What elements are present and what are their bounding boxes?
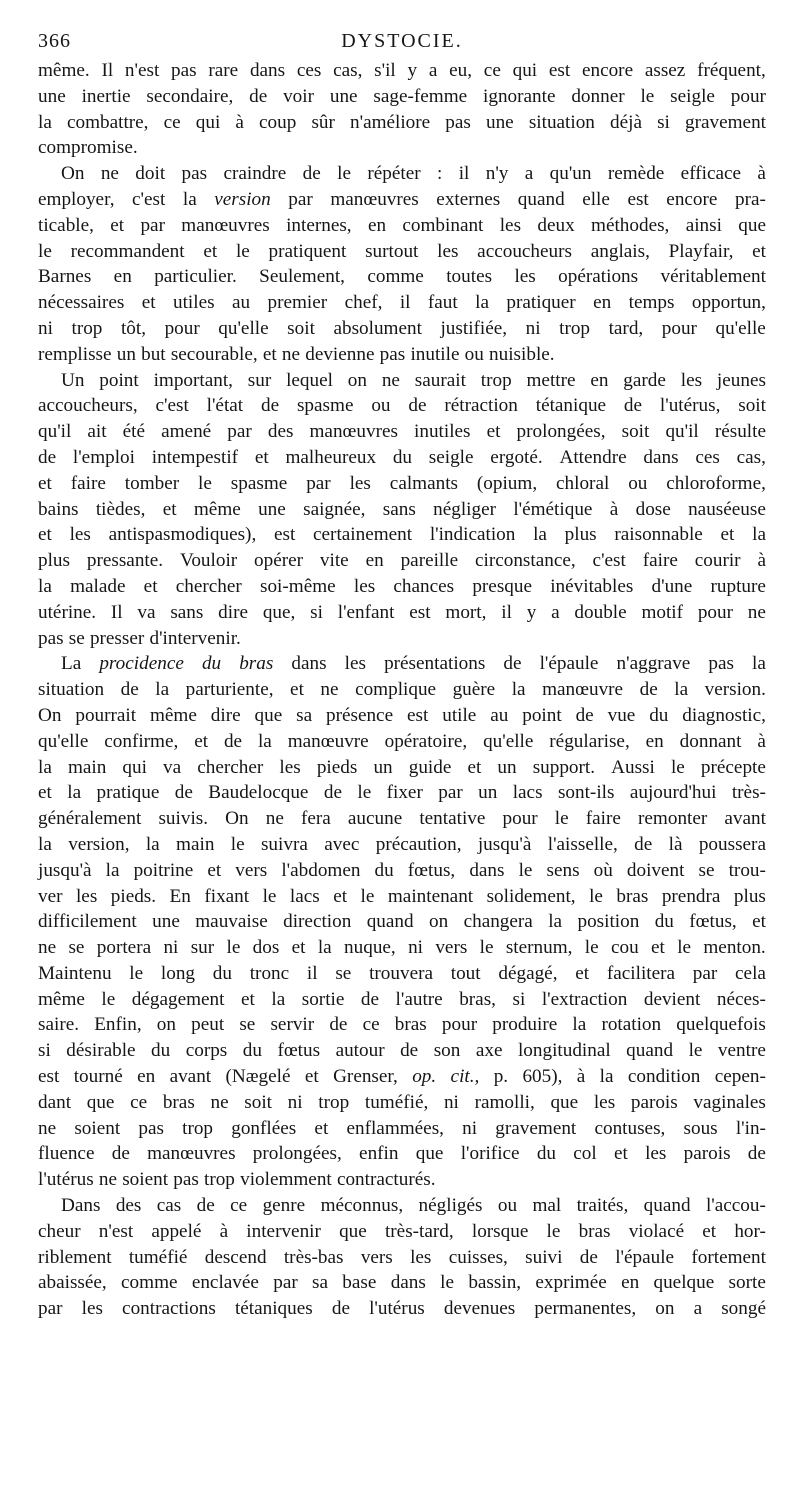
text-line: jusqu'à la poitrine et vers l'abdomen du fœtus, dans le sens où doivent se trou- (38, 859, 766, 881)
text-line: ver les pieds. En fixant le lacs et le maintenant solidement, le bras prendra plus (38, 885, 766, 907)
text-line: abaissée, comme enclavée par sa base dans le bassin, exprimée en quelque sorte (38, 1272, 766, 1294)
text-line: de l'emploi intempestif et malheureux du seigle ergoté. Attendre dans ces cas, (38, 446, 766, 468)
text-line: la version, la main le suivra avec précaution, jusqu'à l'aisselle, de là poussera (38, 833, 766, 855)
text-line: cheur n'est appelé à intervenir que très-tard, lorsque le bras violacé et hor- (38, 1220, 766, 1242)
text-line: même. Il n'est pas rare dans ces cas, s'il y a eu, ce qui est encore assez fréquent, (38, 60, 766, 81)
text-line: la malade et chercher soi-même les chances presque inévitables d'une rupture (38, 575, 766, 597)
book-page (38, 28, 766, 1322)
text-line: et la pratique de Baudelocque de le fixer par un lacs sont-ils aujourd'hui très- (38, 782, 766, 804)
text-line: dant que ce bras ne soit ni trop tuméfié, ni ramolli, que les parois vaginales (38, 1091, 766, 1113)
text-line: remplisse un but secourable, et ne devienne pas inutile ou nuisible. (38, 343, 555, 365)
text-line: ticable, et par manœuvres internes, en combinant les deux méthodes, ainsi que (38, 214, 766, 236)
running-title: DYSTOCIE. (341, 30, 463, 52)
text-line: plus pressante. Vouloir opérer vite en pareille circonstance, c'est faire courir à (38, 550, 766, 572)
text-line: riblement tuméfié descend très-bas vers les cuisses, suivi de l'épaule fortement (38, 1246, 766, 1268)
body-text (38, 58, 766, 1322)
text-line: fluence de manœuvres prolongées, enfin que l'orifice du col et les parois de (38, 1143, 766, 1165)
text-line: employer, c'est la version par manœuvres externes quand elle est encore pra- (38, 188, 766, 210)
page-header (38, 28, 766, 58)
text-line: la main qui va chercher les pieds un guide et un support. Aussi le précepte (38, 756, 766, 778)
text-line: ne se portera ni sur le dos et la nuque, ni vers le sternum, le cou et le menton. (38, 937, 766, 959)
text-line: bains tièdes, et même une saignée, sans négliger l'émétique à dose nauséeuse (38, 498, 766, 520)
text-line: ne soient pas trop gonflées et enflammées, ni gravement contuses, sous l'in- (38, 1117, 766, 1139)
text-line: qu'il ait été amené par des manœuvres inutiles et prolongées, soit qu'il résulte (38, 421, 766, 443)
text-line: On pourrait même dire que sa présence est utile au point de vue du diagnostic, (38, 704, 766, 726)
text-line: Maintenu le long du tronc il se trouvera tout dégagé, et facilitera par cela (38, 962, 766, 984)
text-line: difficilement une mauvaise direction quand on changera la position du fœtus, et (38, 911, 766, 933)
text-line: On ne doit pas craindre de le répéter : il n'y a qu'un remède efficace à (61, 163, 766, 185)
text-line: si désirable du corps du fœtus autour de son axe longitudinal quand le ventre (38, 1040, 766, 1062)
text-line: Barnes en particulier. Seulement, comme toutes les opérations véritablement (38, 266, 766, 288)
text-line: utérine. Il va sans dire que, si l'enfant est mort, il y a double motif pour ne (38, 601, 766, 623)
text-line: généralement suivis. On ne fera aucune tentative pour le faire remonter avant (38, 808, 766, 830)
page-number: 366 (38, 30, 71, 52)
text-line: nécessaires et utiles au premier chef, il faut la pratiquer en temps opportun, (38, 292, 766, 314)
text-line: Un point important, sur lequel on ne saurait trop mettre en garde les jeunes (61, 369, 766, 391)
text-line: est tourné en avant (Nægelé et Grenser, op. cit., p. 605), à la condition cepen- (38, 1066, 766, 1088)
text-line: compromise. (38, 137, 138, 159)
text-line: par les contractions tétaniques de l'utérus devenues permanentes, on a songé (38, 1298, 766, 1320)
text-line: ni trop tôt, pour qu'elle soit absolument justifiée, ni trop tard, pour qu'elle (38, 317, 766, 339)
text-line: saire. Enfin, on peut se servir de ce bras pour produire la rotation quelquefois (38, 1014, 766, 1036)
text-line: qu'elle confirme, et de la manœuvre opératoire, qu'elle régularise, en donnant à (38, 730, 766, 752)
text-line: pas se presser d'intervenir. (38, 627, 241, 649)
text-line: accoucheurs, c'est l'état de spasme ou de rétraction tétanique de l'utérus, soit (38, 395, 766, 417)
text-line: le recommandent et le pratiquent surtout les accoucheurs anglais, Playfair, et (38, 240, 766, 262)
text-line: Dans des cas de ce genre méconnus, négligés ou mal traités, quand l'accou- (61, 1195, 766, 1217)
text-line: La procidence du bras dans les présentations de l'épaule n'aggrave pas la (61, 653, 766, 675)
text-line: une inertie secondaire, de voir une sage-femme ignorante donner le seigle pour (38, 85, 766, 107)
text-line: et les antispasmodiques), est certainement l'indication la plus raisonnable et la (38, 524, 766, 546)
text-line: situation de la parturiente, et ne complique guère la manœuvre de la version. (38, 679, 766, 701)
text-line: la combattre, ce qui à coup sûr n'améliore pas une situation déjà si gravement (38, 111, 766, 133)
text-line: l'utérus ne soient pas trop violemment contracturés. (38, 1169, 436, 1191)
text-line: et faire tomber le spasme par les calmants (opium, chloral ou chloroforme, (38, 472, 766, 494)
text-line: même le dégagement et la sortie de l'autre bras, si l'extraction devient néces- (38, 988, 766, 1010)
